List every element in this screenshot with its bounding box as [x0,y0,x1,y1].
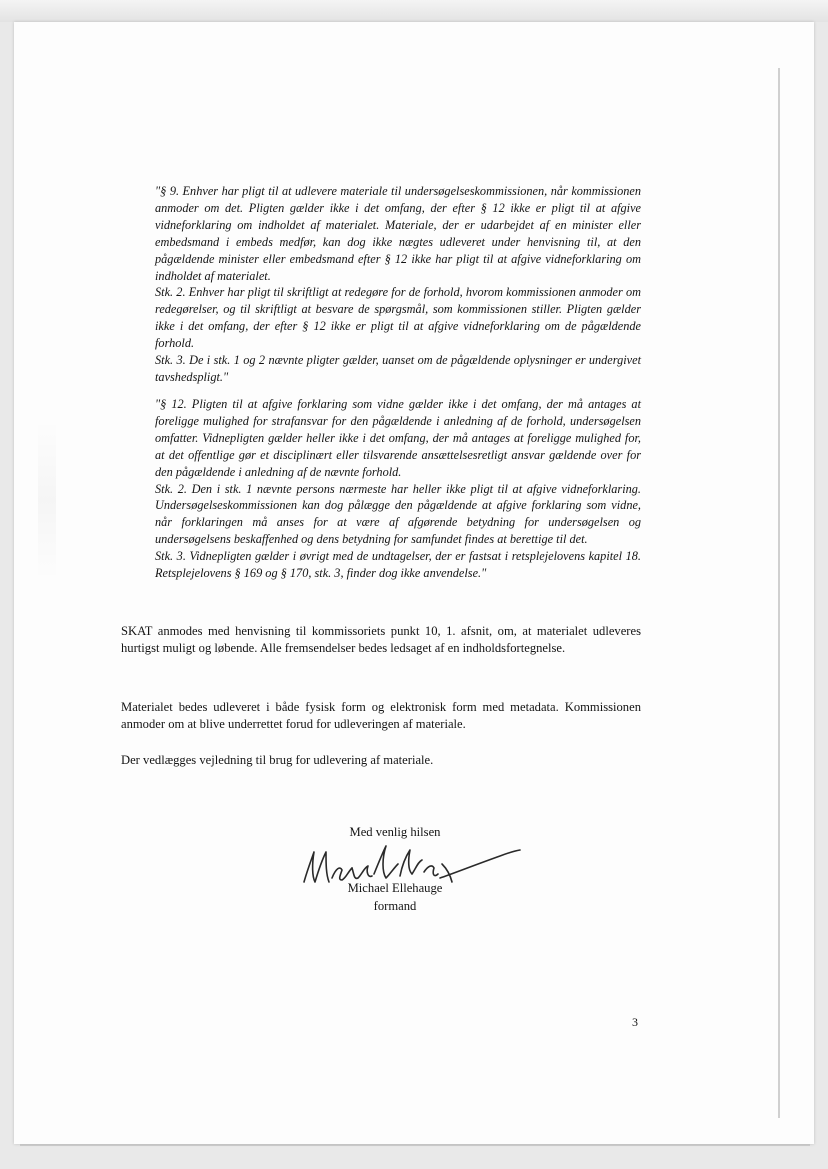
quote-section-12 [155,396,641,582]
page-right-edge-shadow [778,68,780,1118]
form-paragraph [121,699,641,733]
signatory-name: Michael Ellehauge [347,881,443,895]
closing-greeting: Med venlig hilsen [349,825,441,839]
scan-top-band [0,0,828,22]
quote-9-paragraph-1: "§ 9. Enhver har pligt til at udlevere materiale til undersøgelseskommissionen, når kommissionen anmoder om det. Pligten gælder ikke i det omfang, der efter § 12 ikke er pligt til at afgive vidneforklaring om indholdet af materialet. Materiale, der er udarbejdet af en minister eller embedsmand i embeds medfør, kan dog ikke nægtes udleveret under henvisning til, at den pågældende minister eller embedsmand efter § 12 ikke har pligt til at afgive vidneforklaring om indholdet af materialet. [155,184,641,283]
quote-12-paragraph-1: "§ 12. Pligten til at afgive forklaring som vidne gælder ikke i det omfang, der må antages at foreligge mulighed for strafansvar for den pågældende i anledning af de forhold, undersøgelsen omfatter. Vidnepligten gælder heller ikke i det omfang, der må antages at foreligge mulighed for, at det offentlige gør et disciplinært eller tilsvarende ansættelsesretligt ansvar gældende over for den pågældende i anledning af de nævnte forhold. [155,397,641,479]
request-paragraph [121,623,641,657]
guide-text: Der vedlægges vejledning til brug for udlevering af materiale. [121,753,434,767]
page-number: 3 [632,1015,638,1029]
quote-9-paragraph-3: Stk. 3. De i stk. 1 og 2 nævnte pligter gælder, uanset om de pågældende oplysninger er undergivet tavshedspligt." [155,353,641,384]
quote-12-paragraph-2: Stk. 2. Den i stk. 1 nævnte persons nærmeste har heller ikke pligt til at afgive vidneforklaring. Undersøgelseskommissionen kan dog pålægge den pågældende at afgive forklaring som vidne, når forklaringen må anses for at være af afgørende betydning for undersøgelsen og undersøgelsens beskaffenhed og dens betydning for samfundet findes at berettige til det. [155,481,641,547]
signatory-title: formand [373,899,417,913]
form-text: Materialet bedes udleveret i både fysisk form og elektronisk form med metadata. Kommissionen anmoder om at blive underrettet forud for udleveringen af materiale. [121,700,641,731]
quote-12-paragraph-3: Stk. 3. Vidnepligten gælder i øvrigt med de undtagelser, der er fastsat i retsplejelovens kapitel 18. Retsplejelovens § 169 og § 170, stk. 3, finder dog ikke anvendelse." [155,549,641,581]
guide-paragraph [121,752,641,769]
scan-smudge [38,420,56,580]
quote-9-paragraph-2: Stk. 2. Enhver har pligt til skriftligt at redegøre for de forhold, hvorom kommissionen anmoder om redegørelser, og til skriftligt at besvare de spørgsmål, som kommissionen stiller. Pligten gælder ikke i det omfang, der efter § 12 ikke er pligt til at afgive vidneforklaring om de pågældende forhold. [155,285,641,351]
quote-section-9 [155,183,641,386]
page-bottom-edge-shadow [20,1144,810,1146]
request-text: SKAT anmodes med henvisning til kommissoriets punkt 10, 1. afsnit, om, at materialet udleveres hurtigst muligt og løbende. Alle fremsendelser bedes ledsaget af en indholdsfortegnelse. [121,624,641,655]
